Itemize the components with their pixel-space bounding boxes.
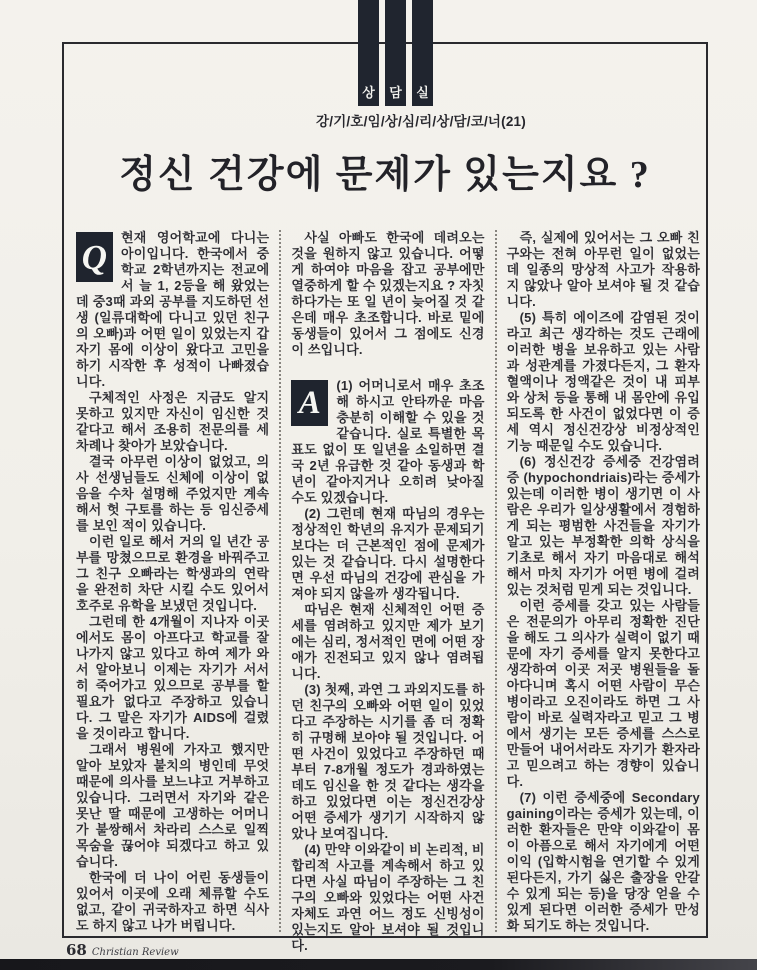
answer-column-3 [497, 230, 702, 932]
answer-paragraph: 따님은 현재 신체적인 어떤 증세를 염려하고 있지만 제가 보기에는 심리, 정서적인 면에 어떤 장애가 진전되고 있지 않나 염려됩니다. [291, 602, 485, 681]
section-tab-2: 담 [385, 0, 406, 106]
page-title: 정신 건강에 문제가 있는지요 ? [119, 154, 651, 196]
series-label: 강/기/호/임/상/심/리/상/담/코/너(21) [316, 114, 526, 129]
question-paragraph: 한국에 더 나이 어린 동생들이 있어서 이곳에 오래 체류할 수도 없고, 같이 귀국하자고 하면 식사도 하지 않고 나가 버립니다. [76, 870, 270, 933]
question-paragraph: 결국 아무런 이상이 없었고, 의사 선생님들도 신체에 이상이 없음을 수차 설명해 주었지만 계속해서 헛 구토를 하는 등 임신증세를 보인 적이 있습니다. [76, 454, 270, 533]
answer-paragraph: (5) 특히 에이즈에 감염된 것이라고 최근 생각하는 것도 근래에 이러한 병을 보유하고 있는 사람과 성관계를 가졌다든지, 그 환자 혈액이나 정액같은 것이 내 피부와 상처 등을 통해 내 몸안에 유입되도록 한 사건이 없었다면 이 증세 역시 정신건강상 비정상적인 기능 때문일 수도 있습니다. [506, 310, 700, 453]
question-paragraph: 그런데 한 4개월이 지나자 이곳에서도 몸이 아프다고 학교를 잘 나가지 않고 있다고 하여 제가 와서 알아보니 이제는 자기가 서서히 죽어가고 있으므로 공부를 할 필요가 없다고 주장하고 있습니다. 그 말은 자기가 AIDS에 걸렸을 것이라고 합니다. [76, 614, 270, 741]
question-paragraph [76, 230, 269, 390]
question-paragraph: 사실 아빠도 한국에 데려오는 것을 원하지 않고 있습니다. 어떻게 하여야 마음을 잡고 공부에만 열중하게 할 수 있겠는지요 ? 자칫하다가는 또 일 년이 늦어질 것 같은데 매우 초조합니다. 바로 밑에 동생들이 있어서 그 점에도 신경이 쓰입니다. [291, 230, 485, 357]
page-footer [66, 941, 179, 959]
answer-paragraph: (7) 이런 증세중에 Secondary gaining이라는 증세가 있는데, 이러한 환자들은 만약 이와같이 몸이 아픔으로 해서 자기에게 어떤 이익 (입학시험을 연기할 수 있게 된다든지, 가기 싫은 출장을 안갈 수 있게 되는 등)을 당장 얻을 수 있게 된다면 이러한 증세가 만성화 되기도 하는 것입니다. [506, 790, 700, 933]
question-marker-box: Q [76, 232, 113, 282]
paragraph-text: (1) 어머니로서 매우 초조해 하시고 안타까운 마음 충분히 이해할 수 있을 것 같습니다. 실로 특별한 목표도 없이 또 일년을 소일하면 결국 2년 유급한 것 같아 동생과 학년이 같아지거나 오히려 낮아질 수도 있겠습니다. [291, 378, 485, 505]
answer-column-2 [281, 230, 494, 953]
answer-paragraph: (6) 정신건강 증세중 건강염려증 (hypochondriais)라는 증세가 있는데 이러한 병이 생기면 이 사람은 우리가 일상생활에서 경험하게 되는 평범한 사건들을 자기가 알고 있는 부정확한 의학 상식을 기초로 해서 자기 마음대로 해석해서 마치 자기가 어떤 병에 걸려있는 것처럼 믿게 되는 것입니다. [506, 454, 700, 597]
section-tab-3: 실 [412, 0, 433, 106]
answer-paragraph: (2) 그런데 현재 따님의 경우는 정상적인 학년의 유지가 문제되기 보다는 더 근본적인 점에 문제가 있는 것 같습니다. 다시 설명한다면 우선 따님의 건강에 관심을 가져야 되지 않을까 생각됩니다. [291, 506, 485, 601]
answer-paragraph: (4) 만약 이와같이 비 논리적, 비합리적 사고를 계속해서 하고 있다면 사실 따님이 주장하는 그 친구의 오빠와 있었다는 어떤 사건 자체도 과연 어느 정도 신빙성이 있는지도 알아 보셔야 될 것입니다. [291, 842, 485, 953]
paragraph-text: 현재 영어학교에 다니는 아이입니다. 한국에서 중학교 2학년까지는 전교에서 늘 1, 2등을 해 왔었는데 중3때 과외 공부를 지도하던 선생 (일류대학에 다니고 있던 친구의 오빠)과 어떤 일이 있었는지 갑자기 몸에 이상이 왔다고 고민을 하기 시작한 후 성적이 나빠졌습니다. [76, 230, 270, 389]
question-paragraph: 구체적인 사정은 지금도 알지 못하고 있지만 자신이 임신한 것 같다고 해서 조용히 전문의를 세 차례나 찾아가 보았습니다. [76, 390, 270, 453]
scan-bottom-edge [0, 959, 757, 970]
magazine-title: Christian Review [91, 947, 179, 958]
question-paragraph: 이런 일로 해서 거의 일 년간 공부를 망쳤으므로 환경을 바꿔주고 그 친구 오빠라는 학생과의 연락을 완전히 차단 시킬 수도 있어서 호주로 유학을 보냈던 것입니다. [76, 534, 270, 613]
answer-paragraph: (3) 첫째, 과연 그 과외지도를 하던 친구의 오빠와 어떤 일이 있었다고 주장하는 시기를 좀 더 정확히 규명해 보아야 될 것입니다. 어떤 사건이 있었다고 주장하던 때부터 7-8개월 정도가 경과하였는데도 임신을 한 것 같다는 생각을 하고 있었다면 이는 정신건강상 어떤 증세가 생기기 시작하지 않았나 보여집니다. [291, 682, 485, 841]
answer-paragraph: 즉, 실제에 있어서는 그 오빠 친구와는 전혀 아무런 일이 없었는데 일종의 망상적 사고가 작용하지 않았나 알아 보셔야 될 것 같습니다. [506, 230, 700, 309]
page-number: 68 [66, 941, 87, 959]
answer-paragraph [291, 378, 484, 506]
answer-paragraph: 이런 증세를 갖고 있는 사람들은 전문의가 아무리 정확한 진단을 해도 그 의사가 실력이 없기 때문에 자기 증세를 알지 못한다고 생각하여 이곳 저곳 병원들을 돌아다니며 혹시 어떤 사람이 무슨 병이라고 오진이라도 하면 그 사람이 바로 실력자라고 믿고 그 병에서 생기는 모든 증세를 스스로 만들어 내어서라도 자기가 환자라고 믿으려고 하는 경향이 있습니다. [506, 598, 700, 789]
question-column-1 [74, 230, 279, 932]
answer-marker-box: A [291, 380, 328, 426]
section-tab-1: 상 [358, 0, 379, 106]
question-paragraph: 그래서 병원에 가자고 했지만 알아 보았자 불치의 병인데 무엇 때문에 의사를 보느냐고 거부하고 있습니다. 그러면서 자기와 같은 못난 딸 때문에 고생하는 어머니가 불쌍해서 차라리 스스로 일찍 목숨을 끊어야 되겠다고 하고 있습니다. [76, 742, 270, 869]
answer-block [291, 378, 484, 954]
section-tab-bars [358, 0, 433, 106]
